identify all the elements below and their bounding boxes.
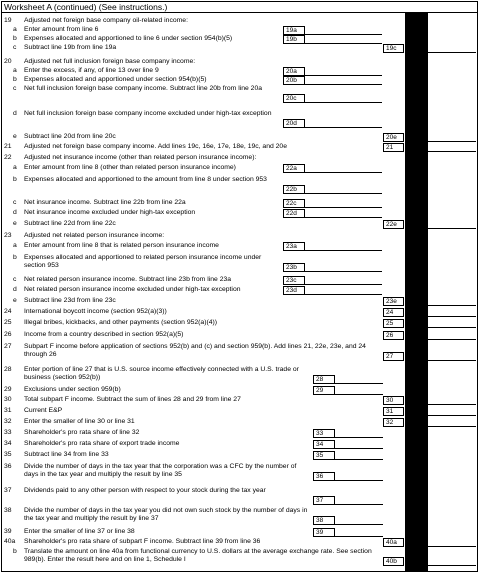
- line-label: Adjusted net foreign base company income. Add lines 19c, 16e, 17e, 18e, 19c, and 20e: [24, 143, 287, 150]
- sub-letter: c: [13, 85, 17, 92]
- line-23e: [0, 297, 479, 306]
- line-label: International boycott income (section 952(a)(3)): [24, 308, 167, 315]
- amount-field[interactable]: [428, 352, 476, 361]
- line-box-label: 21: [383, 143, 404, 152]
- amount-field[interactable]: [305, 263, 382, 272]
- amount-field[interactable]: [305, 185, 382, 194]
- line-box-label: 28: [313, 375, 335, 384]
- sub-letter: a: [13, 67, 17, 74]
- line-21: [0, 143, 479, 152]
- line-box-label: 20d: [283, 119, 305, 128]
- line-23d: [0, 286, 479, 295]
- line-22: [0, 154, 479, 163]
- sub-letter: c: [13, 276, 17, 283]
- worksheet-header: Worksheet A (continued) (See instructions.): [1, 1, 478, 13]
- sub-letter: c: [13, 44, 17, 51]
- line-20: [0, 58, 479, 67]
- amount-field[interactable]: [335, 429, 383, 438]
- line-label: Illegal bribes, kickbacks, and other payments (section 952(a)(4)): [24, 319, 218, 326]
- line-label: Dividends paid to any other person with respect to your stock during the tax year: [24, 487, 266, 494]
- amount-field[interactable]: [305, 26, 382, 35]
- line-number: 22: [4, 154, 12, 161]
- line-label: Net insurance income. Subtract line 22b from line 22a: [24, 199, 186, 206]
- sub-letter: a: [13, 164, 17, 171]
- amount-field[interactable]: [335, 472, 383, 481]
- line-38: [0, 507, 479, 525]
- line-label: Shareholder's pro rata share of line 32: [24, 429, 140, 436]
- amount-field[interactable]: [305, 119, 382, 128]
- amount-field[interactable]: [335, 528, 383, 537]
- line-label: Translate the amount on line 40a from functional currency to U.S. dollars at the average exchange rate. See section 989(b). Enter the result here and on line 1, Schedule I: [24, 548, 372, 564]
- line-20e: [0, 133, 479, 142]
- line-label: Enter amount from line 8 that is related person insurance income: [24, 242, 219, 249]
- line-box-label: 23c: [283, 276, 305, 285]
- line-40b: [0, 548, 479, 566]
- line-box-label: 40b: [383, 557, 404, 566]
- line-box-label: 37: [313, 496, 335, 505]
- amount-field[interactable]: [428, 557, 476, 566]
- line-19: [0, 17, 479, 26]
- line-24: [0, 308, 479, 317]
- line-label: Shareholder's pro rata share of subpart F income. Subtract line 39 from line 36: [24, 538, 261, 545]
- line-number: 34: [4, 440, 12, 447]
- line-20b: [0, 76, 479, 85]
- line-number: 20: [4, 58, 12, 65]
- line-35: [0, 451, 479, 460]
- line-label: Enter amount from line 8 (other than related person insurance income): [24, 164, 236, 171]
- line-label: Expenses allocated and apportioned to line 6 under section 954(b)(5): [24, 35, 233, 42]
- line-label: Subpart F income before application of sections 952(b) and (c) and section 959(b). Add lines 21, 22e, 23e, and 24 through 26: [24, 343, 366, 359]
- line-19a: [0, 26, 479, 35]
- line-number: 33: [4, 429, 12, 436]
- amount-field[interactable]: [335, 451, 383, 460]
- line-34: [0, 440, 479, 449]
- line-box-label: 40a: [383, 538, 404, 547]
- line-box-label: 23e: [383, 297, 404, 306]
- line-box-label: 20b: [283, 76, 305, 85]
- line-39: [0, 528, 479, 537]
- line-26: [0, 331, 479, 340]
- line-number: 39: [4, 528, 12, 535]
- line-22d: [0, 209, 479, 218]
- line-label: Total subpart F income. Subtract the sum of lines 28 and 29 from line 27: [24, 396, 241, 403]
- amount-field[interactable]: [305, 35, 382, 44]
- amount-field[interactable]: [305, 94, 382, 103]
- sub-letter: e: [13, 220, 17, 227]
- line-label: Net related person insurance income. Subtract line 23b from line 23a: [24, 276, 232, 283]
- line-box-label: 22c: [283, 199, 305, 208]
- line-label: Income from a country described in section 952(a)(5): [24, 331, 184, 338]
- amount-field[interactable]: [305, 276, 382, 285]
- line-number: 27: [4, 343, 12, 350]
- line-box-label: 20c: [283, 94, 305, 103]
- sub-letter: e: [13, 297, 17, 304]
- sub-letter: c: [13, 199, 17, 206]
- line-label: Net full inclusion foreign base company income excluded under high-tax exception: [24, 110, 272, 117]
- line-box-label: 23a: [283, 242, 305, 251]
- line-box-label: 22a: [283, 164, 305, 173]
- line-box-label: 26: [383, 331, 404, 340]
- line-22e: [0, 220, 479, 229]
- line-number: 19: [4, 17, 12, 24]
- sub-letter: b: [13, 176, 17, 183]
- line-number: 28: [4, 366, 12, 373]
- line-box-label: 33: [313, 429, 335, 438]
- sub-letter: e: [13, 133, 17, 140]
- line-box-label: 19b: [283, 35, 305, 44]
- sub-letter: d: [13, 209, 17, 216]
- amount-field[interactable]: [305, 67, 382, 76]
- amount-field[interactable]: [305, 199, 382, 208]
- sub-letter: a: [13, 242, 17, 249]
- line-label: Subtract line 34 from line 33: [24, 451, 109, 458]
- line-box-label: 22e: [383, 220, 404, 229]
- line-box-label: 19c: [383, 44, 404, 53]
- amount-field[interactable]: [335, 516, 383, 525]
- amount-field[interactable]: [428, 143, 476, 152]
- line-box-label: 20a: [283, 67, 305, 76]
- amount-field[interactable]: [305, 209, 382, 218]
- line-number: 35: [4, 451, 12, 458]
- amount-field[interactable]: [428, 538, 476, 547]
- line-22b: [0, 176, 479, 194]
- line-label: Subtract line 22d from line 22c: [24, 220, 116, 227]
- amount-field[interactable]: [335, 375, 383, 384]
- line-label: Enter the smaller of line 30 or line 31: [24, 418, 135, 425]
- line-number: 40a: [4, 538, 16, 545]
- line-label: Current E&P: [24, 407, 63, 414]
- line-number: 38: [4, 507, 12, 514]
- amount-field[interactable]: [428, 297, 476, 306]
- line-number: 31: [4, 407, 12, 414]
- line-40a: [0, 538, 479, 547]
- line-23b: [0, 254, 479, 272]
- line-box-label: 23b: [283, 263, 305, 272]
- sub-letter: b: [13, 35, 17, 42]
- line-19b: [0, 35, 479, 44]
- line-number: 25: [4, 319, 12, 326]
- line-22a: [0, 164, 479, 173]
- line-label: Adjusted net full inclusion foreign base company income:: [24, 58, 196, 65]
- amount-field[interactable]: [335, 496, 383, 505]
- line-23: [0, 232, 479, 241]
- amount-field[interactable]: [428, 319, 476, 328]
- line-box-label: 25: [383, 319, 404, 328]
- amount-field[interactable]: [428, 331, 476, 340]
- sub-letter: d: [13, 286, 17, 293]
- line-label: Enter amount from line 6: [24, 26, 99, 33]
- line-number: 21: [4, 143, 12, 150]
- amount-field[interactable]: [428, 133, 476, 142]
- line-box-label: 30: [383, 396, 404, 405]
- line-23c: [0, 276, 479, 285]
- amount-field[interactable]: [305, 164, 382, 173]
- line-box-label: 20e: [383, 133, 404, 142]
- line-number: 36: [4, 463, 12, 470]
- sub-letter: d: [13, 110, 17, 117]
- line-22c: [0, 199, 479, 208]
- line-box-label: 34: [313, 440, 335, 449]
- line-box-label: 24: [383, 308, 404, 317]
- line-number: 26: [4, 331, 12, 338]
- line-label: Enter the smaller of line 37 or line 38: [24, 528, 135, 535]
- line-box-label: 29: [313, 386, 335, 395]
- line-number: 24: [4, 308, 12, 315]
- line-box-label: 35: [313, 451, 335, 460]
- line-box-label: 31: [383, 407, 404, 416]
- line-number: 32: [4, 418, 12, 425]
- amount-field[interactable]: [428, 396, 476, 405]
- amount-field[interactable]: [305, 76, 382, 85]
- amount-field[interactable]: [305, 242, 382, 251]
- amount-field[interactable]: [428, 308, 476, 317]
- line-box-label: 39: [313, 528, 335, 537]
- line-20a: [0, 67, 479, 76]
- sub-letter: b: [13, 76, 17, 83]
- amount-field[interactable]: [428, 44, 476, 53]
- line-label: Shareholder's pro rata share of export trade income: [24, 440, 180, 447]
- line-30: [0, 396, 479, 405]
- line-label: Net full inclusion foreign base company income. Subtract line 20b from line 20a: [24, 85, 263, 92]
- line-label: Adjusted net insurance income (other than related person insurance income):: [24, 154, 257, 161]
- amount-field[interactable]: [335, 440, 383, 449]
- line-32: [0, 418, 479, 427]
- line-label: Divide the number of days in the tax year you did not own such stock by the number of days in the tax year and multiply the result by line 37: [24, 507, 308, 523]
- amount-field[interactable]: [428, 220, 476, 229]
- line-27: [0, 343, 479, 361]
- line-label: Subtract line 19b from line 19a: [24, 44, 117, 51]
- line-36: [0, 463, 479, 481]
- line-box-label: 22d: [283, 209, 305, 218]
- line-23a: [0, 242, 479, 251]
- line-box-label: 19a: [283, 26, 305, 35]
- line-number: 37: [4, 487, 12, 494]
- line-label: Net related person insurance income excluded under high-tax exception: [24, 286, 241, 293]
- line-box-label: 36: [313, 472, 335, 481]
- line-33: [0, 429, 479, 438]
- line-label: Adjusted net foreign base company oil-related income:: [24, 17, 188, 24]
- line-box-label: 22b: [283, 185, 305, 194]
- line-number: 30: [4, 396, 12, 403]
- line-box-label: 27: [383, 352, 404, 361]
- line-31: [0, 407, 479, 416]
- line-number: 29: [4, 386, 12, 393]
- line-label: Net insurance income excluded under high-tax exception: [24, 209, 196, 216]
- line-number: 23: [4, 232, 12, 239]
- line-label: Expenses allocated and apportioned to the amount from line 8 under section 953: [24, 176, 267, 183]
- amount-field[interactable]: [428, 407, 476, 416]
- line-label: Subtract line 20d from line 20c: [24, 133, 116, 140]
- line-37: [0, 487, 479, 505]
- line-label: Enter the excess, if any, of line 13 over line 9: [24, 67, 159, 74]
- line-box-label: 32: [383, 418, 404, 427]
- line-20c: [0, 85, 479, 103]
- sub-letter: a: [13, 26, 17, 33]
- amount-field[interactable]: [335, 386, 383, 395]
- line-label: Divide the number of days in the tax year that the corporation was a CFC by the number of days in the tax year and multiply the result by line 35: [24, 463, 297, 479]
- line-20d: [0, 110, 479, 128]
- line-label: Adjusted net related person insurance income:: [24, 232, 165, 239]
- line-label: Expenses allocated and apportioned to related person insurance income under section 953: [24, 254, 262, 270]
- line-29: [0, 386, 479, 395]
- amount-field[interactable]: [305, 286, 382, 295]
- sub-letter: b: [13, 548, 17, 555]
- line-box-label: 23d: [283, 286, 305, 295]
- line-box-label: 38: [313, 516, 335, 525]
- line-28: [0, 366, 479, 384]
- line-label: Enter portion of line 27 that is U.S. source income effectively connected with a U.S. trade or business (section 952(b)): [24, 366, 299, 382]
- line-25: [0, 319, 479, 328]
- line-19c: [0, 44, 479, 53]
- amount-field[interactable]: [428, 418, 476, 427]
- line-label: Subtract line 23d from line 23c: [24, 297, 116, 304]
- sub-letter: b: [13, 254, 17, 261]
- line-label: Expenses allocated and apportioned under section 954(b)(5): [24, 76, 207, 83]
- line-label: Exclusions under section 959(b): [24, 386, 121, 393]
